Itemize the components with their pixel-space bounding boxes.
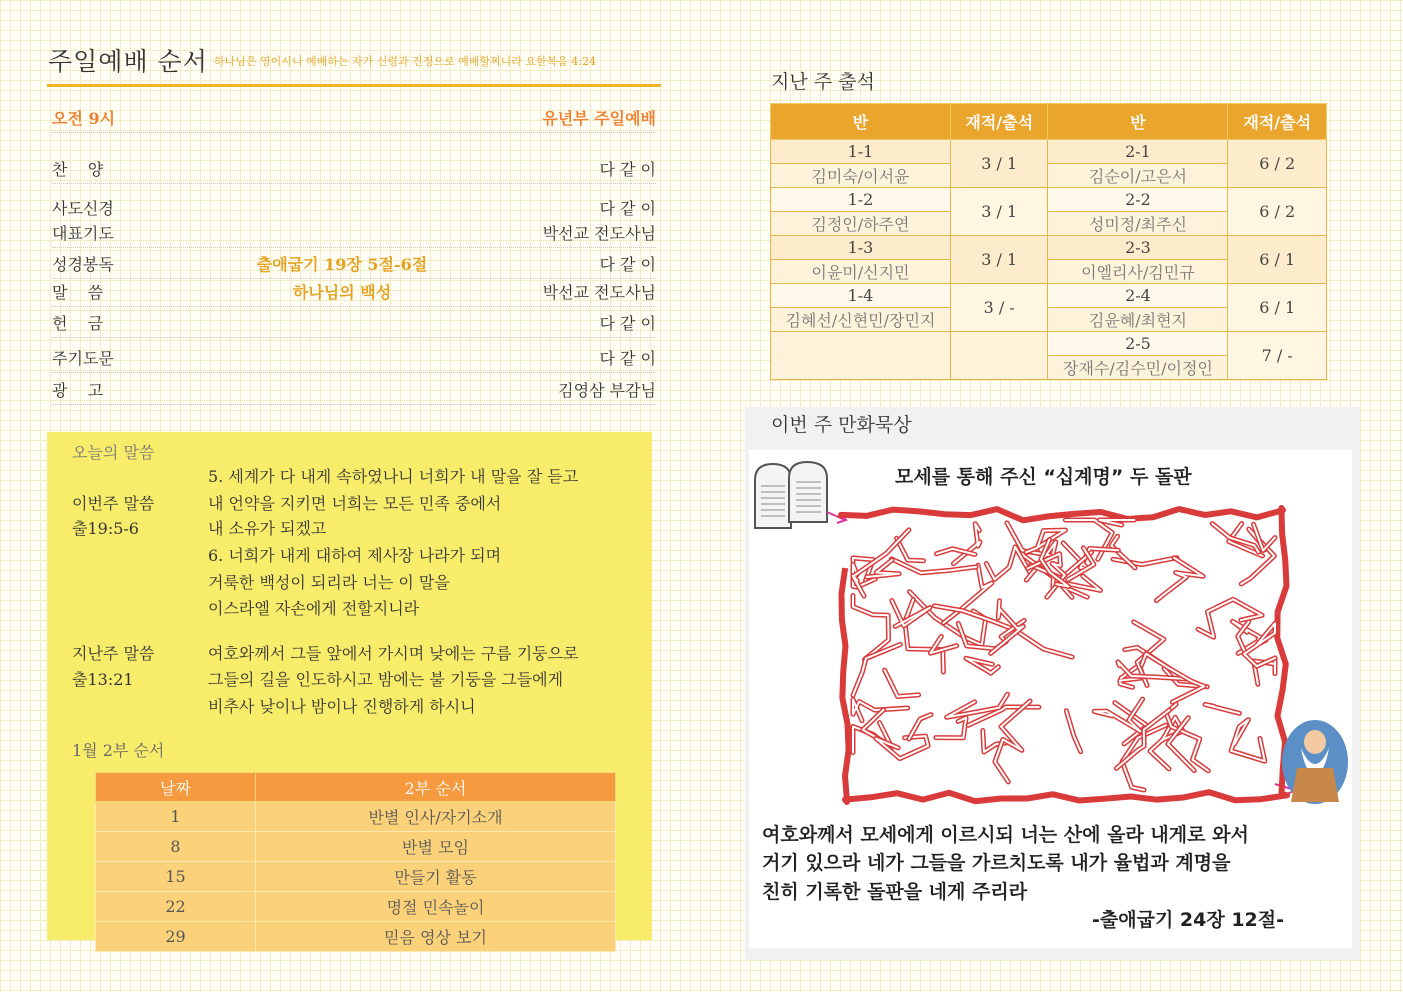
- class-name: 1-3: [771, 236, 951, 260]
- worship-header-row: [52, 106, 656, 133]
- order-row: [52, 252, 656, 279]
- class-count: 6 / 1: [1228, 236, 1327, 284]
- schedule-date: 22: [96, 892, 256, 922]
- attendance-row: [771, 332, 1327, 356]
- attendance-row: [771, 284, 1327, 308]
- schedule-date: 29: [96, 922, 256, 952]
- this-week-verse-line: 이스라엘 자손에게 전할지니라: [208, 599, 420, 618]
- class-teachers: 김순이/고은서: [1048, 164, 1228, 188]
- class-teachers: 김정인/하주연: [771, 212, 951, 236]
- order-row: [52, 157, 656, 184]
- order-row: [52, 196, 656, 222]
- maze-wall-highlight: [1205, 705, 1239, 714]
- attendance-header-class: 반: [1048, 104, 1228, 140]
- cartoon-title: 이번 주 만화묵상: [771, 414, 912, 436]
- order-item: 주기도문: [52, 349, 114, 368]
- schedule-program: 명절 민속놀이: [256, 892, 616, 922]
- worship-verse: 하나님은 영이시니 예배하는 자가 신령과 진정으로 예배할찌니라 요한복음 4:24: [214, 55, 597, 68]
- order-item: 찬 양: [52, 160, 104, 179]
- worship-dept: 유년부 주일예배: [542, 109, 656, 128]
- worship-title: 주일예배 순서: [48, 47, 208, 76]
- class-name: 2-1: [1048, 140, 1228, 164]
- maze-wall: [885, 670, 919, 696]
- attendance-header-row: [771, 104, 1327, 140]
- schedule-row: [96, 832, 616, 862]
- order-leader: 박선교 전도사님: [542, 224, 656, 243]
- class-teachers: 이엘리사/김민규: [1048, 260, 1228, 284]
- class-name: 1-2: [771, 188, 951, 212]
- order-item: 대표기도: [52, 224, 114, 243]
- order-item: 광 고: [52, 381, 104, 400]
- order-leader: 다 같 이: [599, 255, 656, 274]
- class-name: 1-1: [771, 140, 951, 164]
- quote-line: 거기 있으라 네가 그들을 가르치도록 내가 율법과 계명을: [762, 852, 1231, 874]
- schedule-program: 만들기 활동: [256, 862, 616, 892]
- order-leader: 다 같 이: [599, 160, 656, 179]
- attendance-row: [771, 188, 1327, 212]
- class-count: 3 / -: [950, 284, 1048, 332]
- schedule-row: [96, 892, 616, 922]
- maze-paths: [841, 508, 1287, 802]
- this-week-verse-line: 내 언약을 지키면 너희는 모든 민족 중에서: [208, 494, 502, 513]
- attendance-title: 지난 주 출석: [771, 71, 875, 93]
- class-count-empty: [950, 332, 1048, 380]
- word-label: 오늘의 말씀: [72, 443, 155, 462]
- maze-wall: [1212, 524, 1258, 553]
- class-count: 6 / 2: [1228, 188, 1327, 236]
- quote-line: 여호와께서 모세에게 이르시되 너는 산에 올라 내게로 와서: [762, 824, 1249, 846]
- schedule-header-row: [96, 773, 616, 802]
- schedule-program: 반별 모임: [256, 832, 616, 862]
- attendance-row: [771, 140, 1327, 164]
- order-detail: 하나님의 백성: [292, 283, 392, 302]
- order-item: 성경봉독: [52, 255, 114, 274]
- attendance-table: [770, 103, 1327, 380]
- schedule-row: [96, 862, 616, 892]
- schedule-date: 15: [96, 862, 256, 892]
- order-row: [52, 378, 656, 405]
- class-count: 3 / 1: [950, 140, 1048, 188]
- order-item: 헌 금: [52, 314, 104, 333]
- this-week-reference: 출19:5-6: [72, 519, 139, 538]
- this-week-verse-line: 6. 너희가 내게 대하여 제사장 나라가 되며: [208, 546, 502, 565]
- schedule-program: 반별 인사/자기소개: [256, 802, 616, 832]
- schedule-date: 1: [96, 802, 256, 832]
- class-teachers: 김윤혜/최현지: [1048, 308, 1228, 332]
- order-row: [52, 221, 656, 248]
- stone-tablets-icon: [755, 462, 827, 528]
- last-week-verse-line: 그들의 길을 인도하시고 밤에는 불 기둥을 그들에게: [208, 670, 564, 689]
- maze-illustration: [749, 450, 1352, 830]
- last-week-verse-line: 여호와께서 그들 앞에서 가시며 낮에는 구름 기둥으로: [208, 644, 579, 663]
- last-week-verse-line: 비추사 낮이나 밤이나 진행하게 하시니: [208, 697, 476, 716]
- moses-icon: [1282, 720, 1348, 804]
- class-teachers: 성미정/최주신: [1048, 212, 1228, 236]
- this-week-label: 이번주 말씀: [72, 494, 155, 513]
- class-count: 7 / -: [1228, 332, 1327, 380]
- schedule-program: 믿음 영상 보기: [256, 922, 616, 952]
- class-teachers: 장재수/김수민/이정인: [1048, 356, 1228, 380]
- this-week-verse-line: 5. 세계가 다 내게 속하였나니 너희가 내 말을 잘 듣고: [208, 467, 579, 486]
- order-row: [52, 346, 656, 373]
- order-leader: 박선교 전도사님: [542, 283, 656, 302]
- title-divider: [47, 84, 661, 87]
- order-leader: 김영삼 부감님: [558, 381, 656, 400]
- attendance-header-count: 재적/출석: [1228, 104, 1327, 140]
- this-week-verse-line: 내 소유가 되겠고: [208, 519, 327, 538]
- quote-reference: -출애굽기 24장 12절-: [1092, 909, 1285, 931]
- schedule-header-date: 날짜: [96, 773, 256, 802]
- order-leader: 다 같 이: [599, 199, 656, 218]
- class-count: 6 / 2: [1228, 140, 1327, 188]
- maze-wall: [930, 636, 956, 653]
- word-of-the-day-box: [47, 432, 652, 947]
- this-week-verse-line: 거룩한 백성이 되리라 너는 이 말을: [208, 573, 450, 592]
- order-leader: 다 같 이: [599, 349, 656, 368]
- class-name: 1-4: [771, 284, 951, 308]
- order-item: 사도신경: [52, 199, 114, 218]
- class-count: 3 / 1: [950, 236, 1048, 284]
- attendance-header-class: 반: [771, 104, 951, 140]
- class-name: 2-4: [1048, 284, 1228, 308]
- class-name: 2-5: [1048, 332, 1228, 356]
- schedule-table: [95, 772, 616, 952]
- order-row: [52, 280, 656, 307]
- attendance-header-count: 재적/출석: [950, 104, 1048, 140]
- maze-wall: [876, 736, 928, 759]
- class-count: 3 / 1: [950, 188, 1048, 236]
- worship-time: 오전 9시: [52, 109, 116, 128]
- schedule-row: [96, 922, 616, 952]
- class-count: 6 / 1: [1228, 284, 1327, 332]
- schedule-date: 8: [96, 832, 256, 862]
- last-week-reference: 출13:21: [72, 670, 134, 689]
- attendance-row: [771, 236, 1327, 260]
- order-item: 말 씀: [52, 283, 104, 302]
- class-name: 2-2: [1048, 188, 1228, 212]
- quote-line: 친히 기록한 돌판을 네게 주리라: [762, 881, 1028, 903]
- last-week-label: 지난주 말씀: [72, 644, 155, 663]
- order-leader: 다 같 이: [599, 314, 656, 333]
- maze-heading: 모세를 통해 주신 “십계명” 두 돌판: [895, 466, 1192, 488]
- class-teachers: 김미숙/이서윤: [771, 164, 951, 188]
- schedule-label: 1월 2부 순서: [72, 741, 165, 760]
- class-name: 2-3: [1048, 236, 1228, 260]
- schedule-row: [96, 802, 616, 832]
- class-teachers: 김혜선/신현민/장민지: [771, 308, 951, 332]
- class-name-empty: [771, 332, 951, 380]
- order-detail: 출애굽기 19장 5절-6절: [256, 255, 428, 274]
- schedule-header-program: 2부 순서: [256, 773, 616, 802]
- class-teachers: 이윤미/신지민: [771, 260, 951, 284]
- order-row: [52, 311, 656, 338]
